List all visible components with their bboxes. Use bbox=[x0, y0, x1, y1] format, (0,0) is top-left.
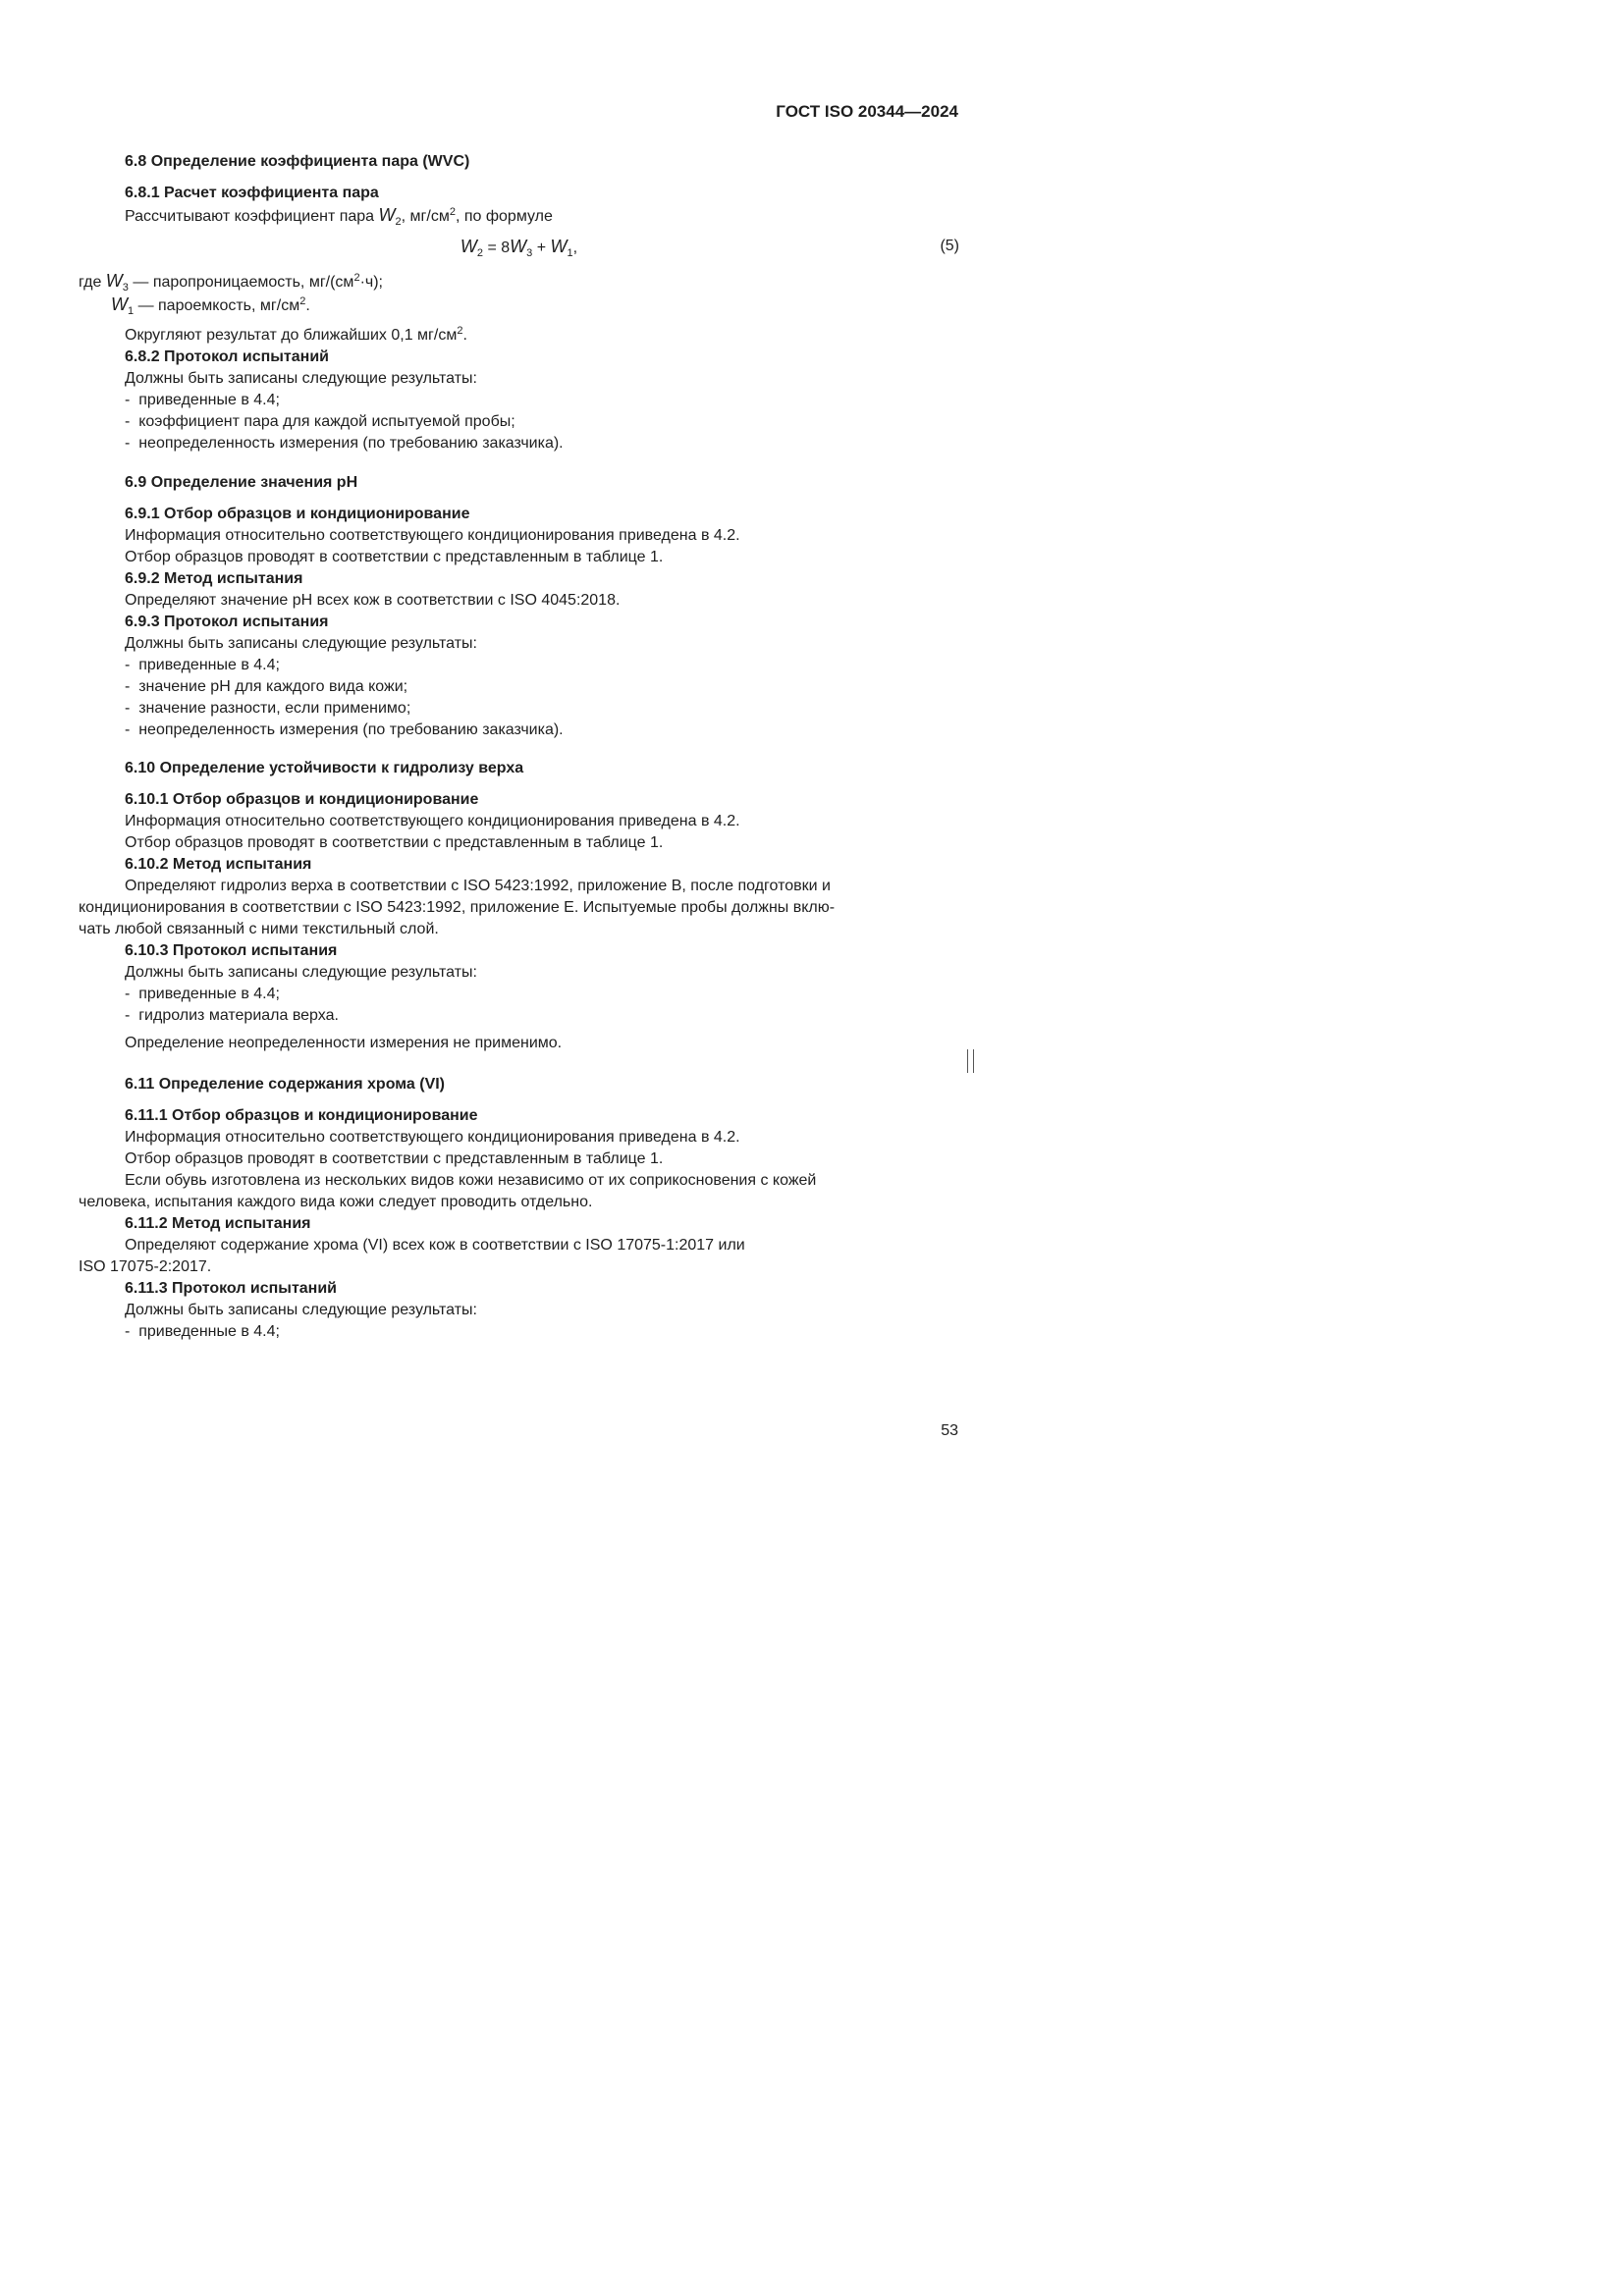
subsection-title-6-10-2: 6.10.2 Метод испытания bbox=[125, 856, 312, 873]
list-item: - значение pH для каждого вида кожи; bbox=[79, 676, 959, 698]
subsection-title-6-8-2: 6.8.2 Протокол испытаний bbox=[125, 348, 329, 365]
paragraph-wvc-intro: Рассчитывают коэффициент пара $W_2$, $мг/см^2$, по формуле bbox=[125, 205, 553, 228]
paragraph: Информация относительно соответствующего кондиционирования приведена в 4.2. bbox=[125, 1129, 740, 1146]
subsection-title-6-9-3: 6.9.3 Протокол испытания bbox=[125, 614, 329, 630]
document-header: ГОСТ ISO 20344—2024 bbox=[776, 102, 958, 121]
formula-definitions bbox=[79, 270, 959, 317]
definition-w3: где $W_3$ — паропроницаемость, $мг/(см^2\cdot ч)$; bbox=[79, 271, 383, 294]
paragraph: Информация относительно соответствующего кондиционирования приведена в 4.2. bbox=[125, 527, 740, 544]
subsection-title-6-9-1: 6.9.1 Отбор образцов и кондиционирование bbox=[125, 506, 470, 522]
list-item: - неопределенность измерения (по требованию заказчика). bbox=[79, 433, 959, 454]
paragraph-note: Определение неопределенности измерения не применимо. bbox=[125, 1035, 563, 1051]
page-number: 53 bbox=[941, 1422, 958, 1439]
subsection-title-6-11-2: 6.11.2 Метод испытания bbox=[125, 1215, 311, 1232]
paragraph: Отбор образцов проводят в соответствии с представленным в таблице 1. bbox=[125, 549, 664, 565]
paragraph: чать любой связанный с ними текстильный слой. bbox=[79, 921, 439, 937]
definition-w1: $W_1$ — пароемкость, $мг/см^2$. bbox=[111, 294, 310, 317]
list-item: - значение разности, если применимо; bbox=[79, 698, 959, 720]
document-body bbox=[79, 151, 959, 1343]
results-intro: Должны быть записаны следующие результаты: bbox=[125, 370, 477, 387]
results-intro: Должны быть записаны следующие результаты: bbox=[125, 1302, 477, 1318]
list-item: - приведенные в 4.4; bbox=[79, 390, 959, 411]
section-title-6-11: 6.11 Определение содержания хрома (VI) bbox=[125, 1076, 446, 1093]
paragraph: Если обувь изготовлена из нескольких видов кожи независимо от их соприкосновения с кожей bbox=[125, 1172, 817, 1189]
subsection-title-6-9-2: 6.9.2 Метод испытания bbox=[125, 570, 303, 587]
results-intro: Должны быть записаны следующие результаты: bbox=[125, 635, 477, 652]
paragraph: Информация относительно соответствующего кондиционирования приведена в 4.2. bbox=[125, 813, 740, 829]
subsection-title-6-11-3: 6.11.3 Протокол испытаний bbox=[125, 1280, 338, 1297]
paragraph: Определяют содержание хрома (VI) всех кож в соответствии с ISO 17075-1:2017 или bbox=[125, 1237, 745, 1254]
list-item: - коэффициент пара для каждой испытуемой пробы; bbox=[79, 411, 959, 433]
list-item: - приведенные в 4.4; bbox=[79, 655, 959, 676]
formula-5 bbox=[79, 236, 959, 259]
list-item: - гидролиз материала верха. bbox=[79, 1005, 959, 1027]
subsection-title-6-10-3: 6.10.3 Протокол испытания bbox=[125, 942, 338, 959]
subsection-title-6-8-1: 6.8.1 Расчет коэффициента пара bbox=[125, 185, 379, 201]
paragraph: Определяют значение pH всех кож в соответствии с ISO 4045:2018. bbox=[125, 592, 621, 609]
list-item: - приведенные в 4.4; bbox=[79, 984, 959, 1005]
section-title-6-9: 6.9 Определение значения pH bbox=[125, 474, 358, 491]
paragraph: Отбор образцов проводят в соответствии с представленным в таблице 1. bbox=[125, 834, 664, 851]
paragraph: кондиционирования в соответствии с ISO 5423:1992, приложение E. Испытуемые пробы должны вклю- bbox=[79, 899, 836, 916]
section-title-6-8: 6.8 Определение коэффициента пара (WVC) bbox=[125, 153, 470, 170]
subsection-title-6-11-1: 6.11.1 Отбор образцов и кондиционирование bbox=[125, 1107, 478, 1124]
paragraph: ISO 17075-2:2017. bbox=[79, 1258, 212, 1275]
section-title-6-10: 6.10 Определение устойчивости к гидролизу верха bbox=[125, 760, 524, 776]
change-bar-marker bbox=[967, 1049, 974, 1073]
list-item: - неопределенность измерения (по требованию заказчика). bbox=[79, 720, 959, 741]
document-page bbox=[0, 0, 1082, 1530]
list-item: - приведенные в 4.4; bbox=[79, 1321, 959, 1343]
paragraph: человека, испытания каждого вида кожи следует проводить отдельно. bbox=[79, 1194, 593, 1210]
formula-number: (5) bbox=[940, 238, 959, 254]
formula-expression: $W_2 = 8W_3 + W_1$, bbox=[460, 237, 578, 259]
paragraph-rounding: Округляют результат до ближайших 0,1 $мг/см^2$. bbox=[125, 325, 467, 344]
results-intro: Должны быть записаны следующие результаты: bbox=[125, 964, 477, 981]
paragraph: Отбор образцов проводят в соответствии с представленным в таблице 1. bbox=[125, 1150, 664, 1167]
paragraph: Определяют гидролиз верха в соответствии с ISO 5423:1992, приложение B, после подготовки и bbox=[125, 878, 831, 894]
subsection-title-6-10-1: 6.10.1 Отбор образцов и кондиционирование bbox=[125, 791, 479, 808]
